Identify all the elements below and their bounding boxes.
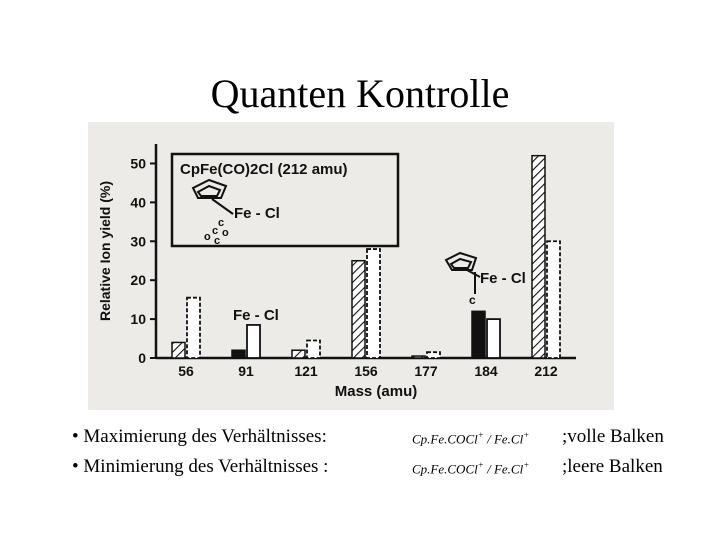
y-tick-label: 30: [130, 233, 146, 250]
inset-bond-label: Fe - Cl: [234, 205, 280, 222]
x-axis-label: Mass (amu): [334, 383, 418, 400]
ion-yield-bar-chart: [88, 122, 614, 410]
inset-title: CpFe(CO)2Cl (212 amu): [180, 161, 348, 178]
ratio-formula: Cp.Fe.COCl+ / Fe.Cl+: [412, 430, 530, 447]
right-bond-line: [467, 270, 480, 277]
svg-text:o: o: [204, 231, 211, 243]
y-tick-label: 20: [130, 272, 146, 289]
y-tick-label: 10: [130, 311, 146, 328]
y-axis-label: Relative Ion yield (%): [97, 180, 113, 322]
bullet-list: [72, 426, 712, 486]
bar-series-1: [172, 342, 185, 358]
ratio-formula: Cp.Fe.COCl+ / Fe.Cl+: [412, 460, 530, 477]
slide-title: Quanten Kontrolle: [210, 71, 510, 116]
right-bond-label: Fe - Cl: [480, 270, 526, 287]
x-tick-label: 91: [238, 363, 254, 379]
bullet-suffix: ;volle Balken: [562, 426, 664, 447]
right-carbonyl-label: c: [469, 293, 476, 307]
bar-series-2: [307, 340, 320, 358]
y-tick-label: 50: [130, 155, 146, 172]
mid-bond-label: Fe - Cl: [233, 307, 279, 324]
x-tick-label: 177: [414, 363, 438, 379]
bar-series-1: [472, 311, 485, 358]
bullet-label: • Minimierung des Verhältnisses :: [72, 456, 329, 477]
x-tick-label: 121: [294, 363, 318, 379]
svg-text:o: o: [222, 227, 229, 239]
x-tick-label: 184: [474, 363, 498, 379]
bar-series-2: [247, 325, 260, 358]
svg-text:c: c: [218, 217, 225, 229]
right-ring-icon: [446, 253, 476, 270]
y-tick-label: 40: [130, 194, 146, 211]
svg-text:c: c: [214, 235, 221, 247]
bar-series-1: [532, 156, 545, 358]
bar-series-1: [352, 261, 365, 358]
x-tick-label: 56: [178, 363, 194, 379]
bar-series-2: [367, 249, 380, 358]
bar-series-2: [187, 298, 200, 358]
bullet-label: • Maximierung des Verhältnisses:: [72, 426, 327, 447]
bullet-suffix: ;leere Balken: [562, 456, 663, 477]
bullet-maximize: [72, 426, 712, 456]
bar-series-1: [412, 356, 425, 358]
bar-series-2: [487, 319, 500, 358]
bar-series-2: [427, 352, 440, 358]
x-tick-label: 156: [354, 363, 378, 379]
x-tick-label: 212: [534, 363, 558, 379]
bar-series-2: [547, 241, 560, 358]
bullet-minimize: [72, 456, 712, 486]
y-tick-label: 0: [138, 350, 146, 366]
svg-text:c: c: [212, 225, 219, 237]
bar-series-1: [232, 350, 245, 358]
bar-series-1: [292, 350, 305, 358]
